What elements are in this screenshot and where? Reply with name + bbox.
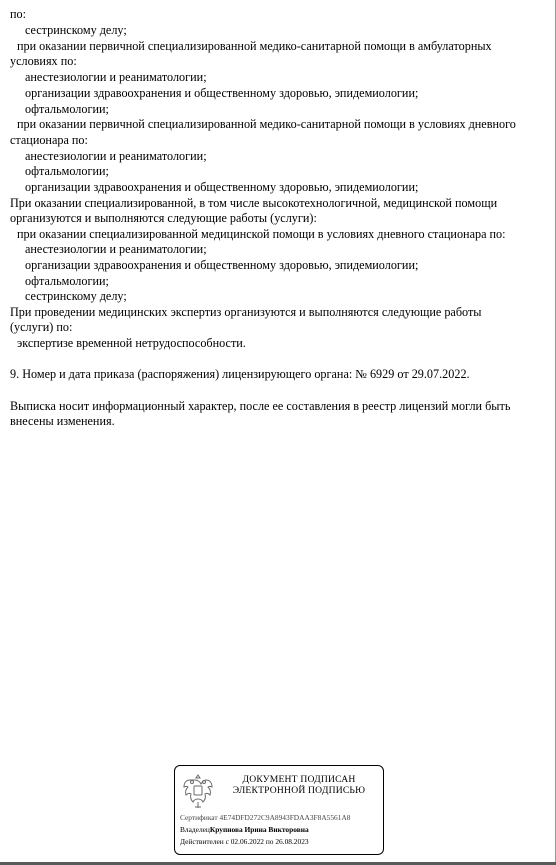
text-line: офтальмологии; (25, 274, 109, 288)
text-line: анестезиологии и реаниматологии; (25, 242, 207, 256)
text-line: анестезиологии и реаниматологии; (25, 149, 207, 163)
text-line: стационара по: (10, 133, 88, 147)
text-line: При проведении медицинских экспертиз организуются и выполняются следующие работы (10, 305, 482, 319)
text-line: внесены изменения. (10, 414, 115, 428)
text-line: при оказании первичной специализированной медико-санитарной помощи в амбулаторных (17, 39, 492, 53)
text-line: организации здравоохранения и общественному здоровью, эпидемиологии; (25, 180, 419, 194)
text-line: экспертизе временной нетрудоспособности. (17, 336, 246, 350)
text-line: организации здравоохранения и общественному здоровью, эпидемиологии; (25, 86, 419, 100)
validity-row: Действителен с 02.06.2022 по 26.08.2023 (180, 837, 309, 846)
owner-row (180, 825, 309, 834)
text-line: сестринскому делу; (25, 289, 127, 303)
text-line: анестезиологии и реаниматологии; (25, 70, 207, 84)
text-line: офтальмологии; (25, 164, 109, 178)
text-line: по: (10, 7, 27, 21)
text-line: сестринскому делу; (25, 23, 127, 37)
certificate-label: Сертификат (180, 813, 218, 822)
owner-value: Крупнова Ирина Викторовна (209, 825, 309, 834)
text-line: При оказании специализированной, в том числе высокотехнологичной, медицинской помощи (10, 196, 498, 210)
text-line: при оказании первичной специализированной медико-санитарной помощи в условиях дневного (17, 117, 516, 131)
coat-of-arms-icon (180, 771, 216, 811)
text-line: офтальмологии; (25, 102, 109, 116)
text-line: 9. Номер и дата приказа (распоряжения) лицензирующего органа: № 6929 от 29.07.2022. (10, 367, 470, 381)
stamp-title-line2: ЭЛЕКТРОННОЙ ПОДПИСЬЮ (232, 785, 366, 796)
text-line: Выписка носит информационный характер, после ее составления в реестр лицензий могли быть (10, 399, 511, 413)
text-line: организации здравоохранения и общественному здоровью, эпидемиологии; (25, 258, 419, 272)
owner-label: Владелец (180, 825, 210, 834)
text-line: при оказании специализированной медицинской помощи в условиях дневного стационара по: (17, 227, 506, 241)
text-line: (услуги) по: (10, 320, 73, 334)
text-line: организуются и выполняются следующие работы (услуги): (10, 211, 317, 225)
stamp-title-line1: ДОКУМЕНТ ПОДПИСАН (242, 774, 356, 785)
text-line: условиях по: (10, 54, 77, 68)
certificate-value: 4E74DFD272C9A8943FDAA3F8A5561A8 (219, 813, 351, 822)
electronic-signature-stamp (174, 765, 384, 855)
certificate-row (180, 813, 350, 822)
